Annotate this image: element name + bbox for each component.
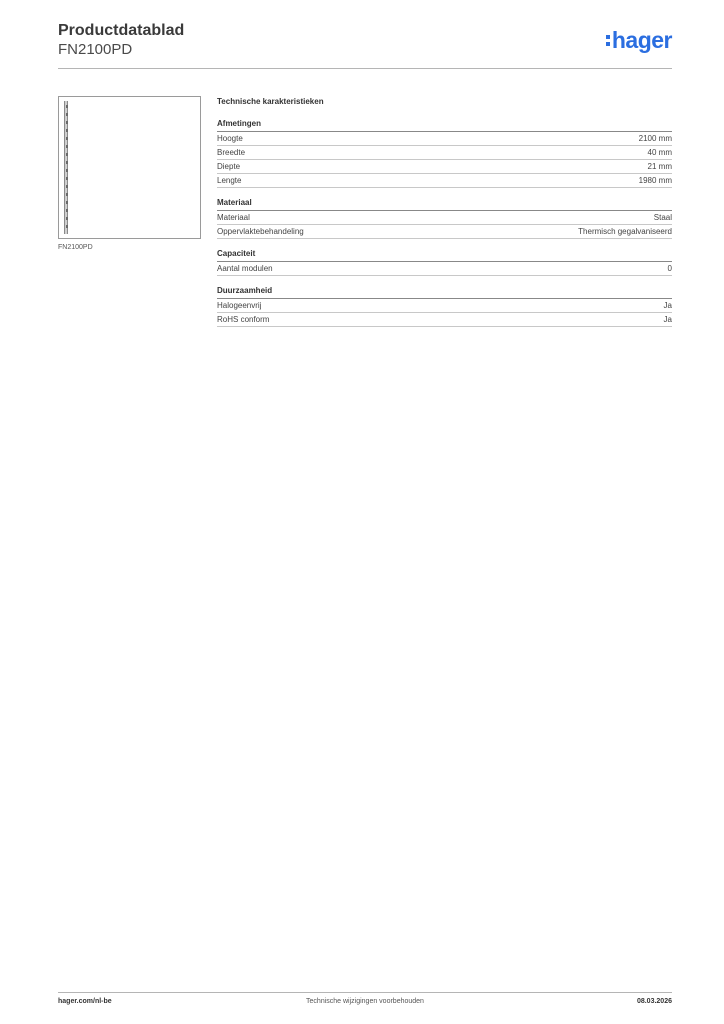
- group-title: Capaciteit: [217, 248, 672, 262]
- rail-slot: [66, 177, 68, 180]
- spec-row: [217, 225, 672, 239]
- rail-slot: [66, 145, 68, 148]
- spec-label: Halogeenvrij: [217, 301, 262, 310]
- rail-slot: [66, 161, 68, 164]
- rail-slot: [66, 129, 68, 132]
- page-header: [58, 22, 672, 70]
- spec-value: Staal: [653, 213, 672, 222]
- rail-slot: [66, 105, 68, 108]
- rail-slot: [66, 209, 68, 212]
- product-image: [58, 96, 201, 239]
- spec-group-materiaal: [217, 197, 672, 239]
- spec-value: 40 mm: [647, 148, 672, 157]
- spec-value: 0: [667, 264, 672, 273]
- rail-slot: [66, 137, 68, 140]
- spec-value: 1980 mm: [638, 176, 672, 185]
- spec-label: Aantal modulen: [217, 264, 273, 273]
- rail-slot: [66, 121, 68, 124]
- page-footer: [58, 998, 672, 1010]
- rail-slot: [66, 113, 68, 116]
- spec-label: Hoogte: [217, 134, 243, 143]
- spec-label: Breedte: [217, 148, 246, 157]
- footer-disclaimer: Technische wijzigingen voorbehouden: [306, 998, 424, 1005]
- spec-row: [217, 160, 672, 174]
- spec-group-duurzaamheid: [217, 285, 672, 327]
- hager-logo: [606, 26, 672, 54]
- spec-row: [217, 299, 672, 313]
- spec-value: Thermisch gegalvaniseerd: [578, 227, 672, 236]
- footer-divider: [58, 992, 672, 993]
- rail-slot: [66, 185, 68, 188]
- spec-label: Oppervlaktebehandeling: [217, 227, 304, 236]
- footer-website: hager.com/nl-be: [58, 998, 112, 1005]
- group-title: Materiaal: [217, 197, 672, 211]
- group-title: Duurzaamheid: [217, 285, 672, 299]
- spec-group-capaciteit: [217, 248, 672, 276]
- group-title: Afmetingen: [217, 118, 672, 132]
- spec-value: 2100 mm: [638, 134, 672, 143]
- image-caption: FN2100PD: [58, 244, 93, 251]
- spec-label: RoHS conform: [217, 315, 270, 324]
- spec-heading: Technische karakteristieken: [217, 97, 324, 106]
- spec-row: [217, 262, 672, 276]
- din-rail-icon: [64, 101, 68, 234]
- rail-slot: [66, 153, 68, 156]
- footer-date: 08.03.2026: [636, 998, 672, 1005]
- spec-label: Diepte: [217, 162, 241, 171]
- spec-row: [217, 211, 672, 225]
- spec-value: Ja: [663, 301, 672, 310]
- spec-table: [217, 96, 672, 336]
- logo-text: hager: [611, 27, 672, 53]
- header-divider: [58, 68, 672, 69]
- spec-row: [217, 174, 672, 188]
- rail-slot: [66, 217, 68, 220]
- product-code: FN2100PD: [58, 41, 133, 58]
- logo-dots-icon: [606, 35, 610, 46]
- spec-value: 21 mm: [647, 162, 672, 171]
- rail-slot: [66, 169, 68, 172]
- page-title: Productdatablad: [58, 22, 185, 39]
- rail-slot: [66, 193, 68, 196]
- spec-label: Materiaal: [217, 213, 250, 222]
- spec-group-afmetingen: [217, 118, 672, 188]
- spec-row: [217, 313, 672, 327]
- rail-slot: [66, 201, 68, 204]
- rail-slot: [66, 225, 68, 228]
- spec-row: [217, 132, 672, 146]
- spec-label: Lengte: [217, 176, 242, 185]
- spec-value: Ja: [663, 315, 672, 324]
- spec-row: [217, 146, 672, 160]
